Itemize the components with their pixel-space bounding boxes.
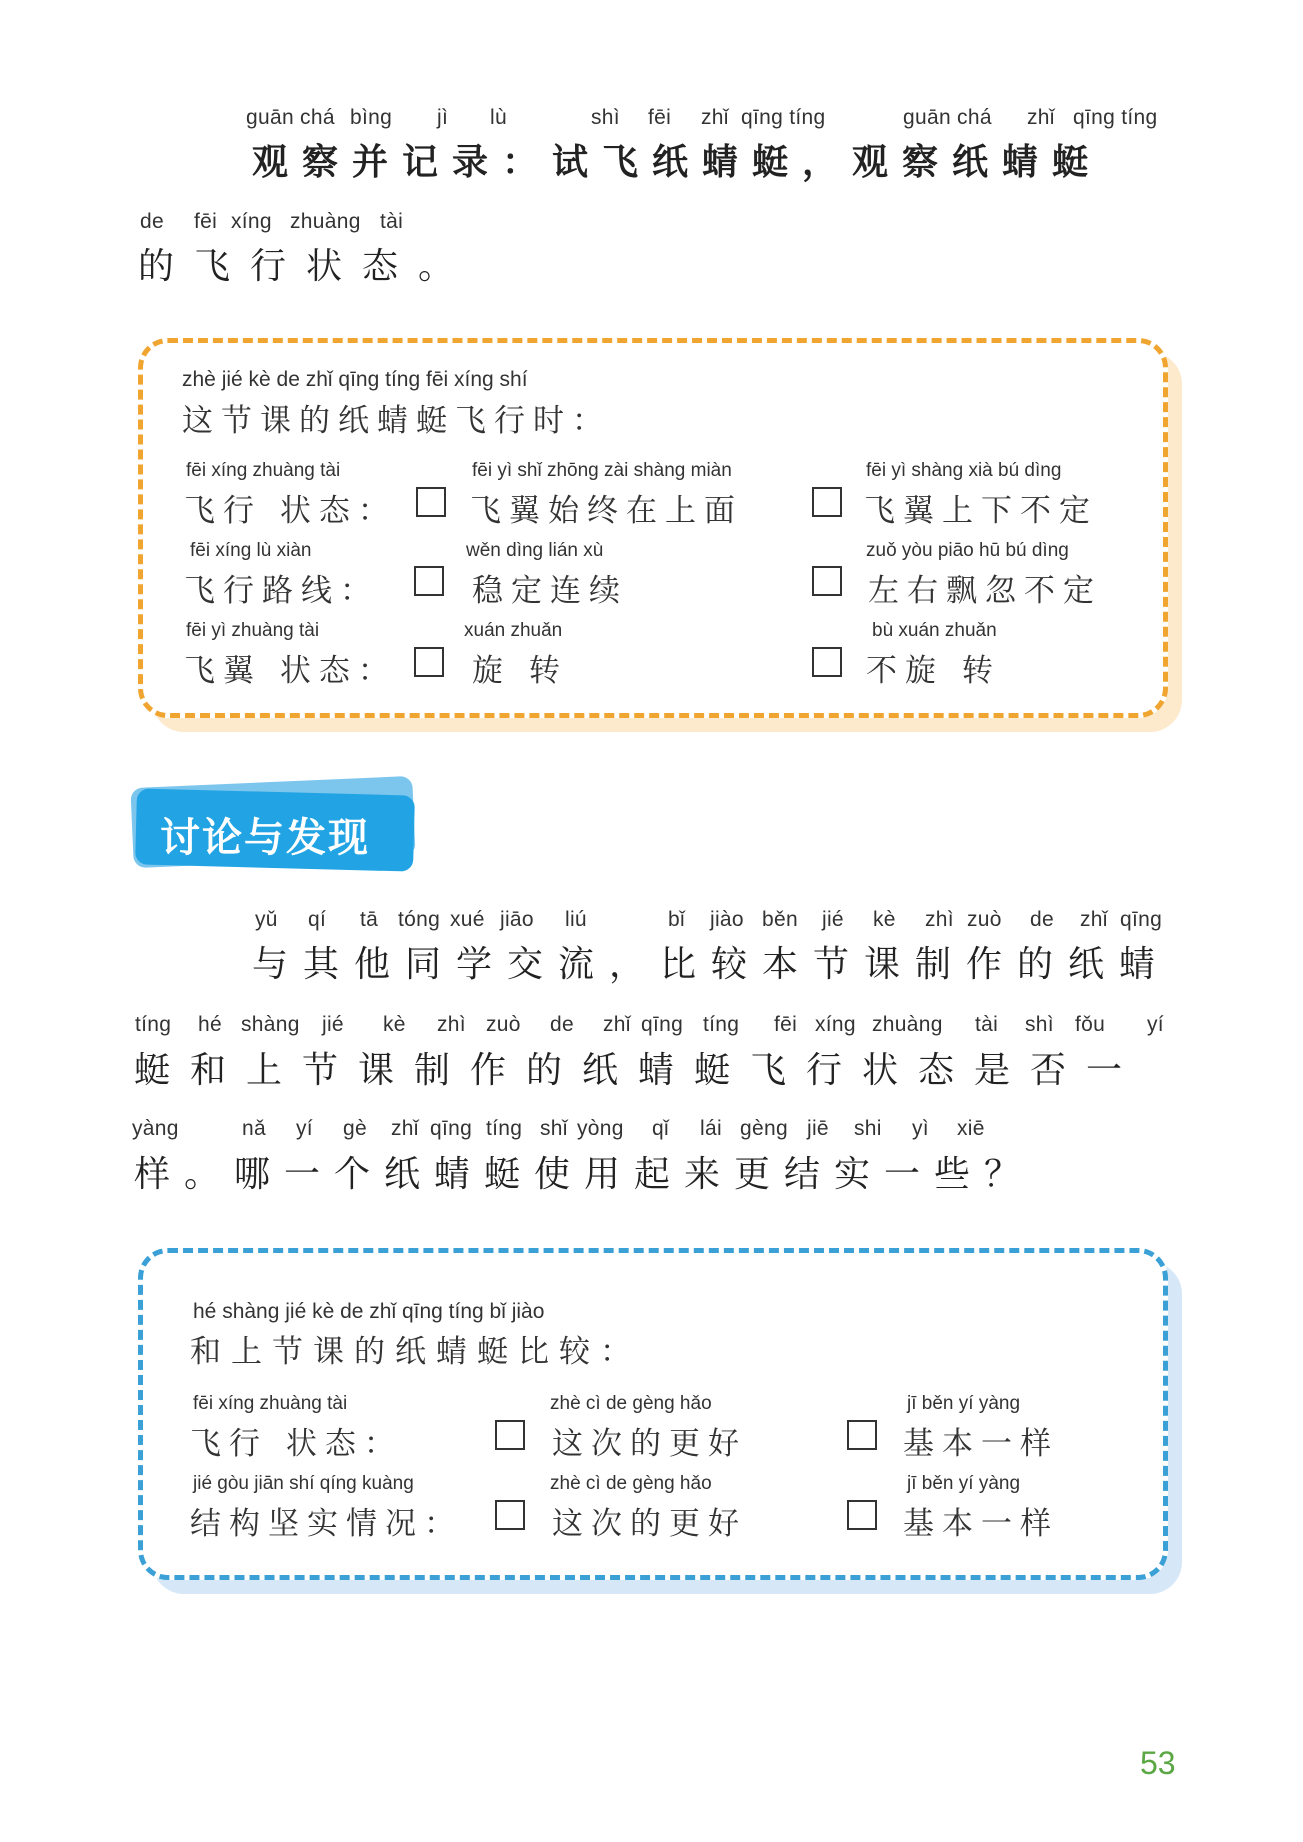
box1-title-pinyin: zhè jié kè de zhǐ qīng tíng fēi xíng shí <box>182 368 528 391</box>
pinyin: yàng <box>132 1117 179 1140</box>
pinyin: de <box>140 210 164 233</box>
pinyin: tíng <box>135 1013 172 1036</box>
checkbox[interactable] <box>812 487 842 517</box>
pinyin: shì <box>1025 1013 1054 1036</box>
pinyin: tài <box>380 210 404 233</box>
pinyin: jì <box>437 106 449 129</box>
pinyin: tài <box>975 1013 999 1036</box>
intro-text-line2: 的飞行状态。 <box>138 246 475 287</box>
pinyin: běn <box>762 908 798 931</box>
row-label: 飞行 状态： <box>184 493 397 529</box>
pinyin: gèng <box>740 1117 788 1140</box>
pinyin: shi <box>854 1117 882 1140</box>
pinyin: tíng <box>703 1013 740 1036</box>
pinyin: zuò <box>967 908 1002 931</box>
option-pinyin: jī běn yí yàng <box>907 1393 1021 1414</box>
option-pinyin: jī běn yí yàng <box>907 1473 1021 1494</box>
discussion-text-line1: 与其他同学交流，比较本节课制作的纸蜻 <box>252 944 1171 985</box>
discussion-text-line2: 蜓和上节课制作的纸蜻蜓飞行状态是否一 <box>134 1050 1143 1091</box>
checkbox[interactable] <box>414 647 444 677</box>
pinyin: zhǐ <box>603 1013 631 1036</box>
pinyin: jié <box>822 908 844 931</box>
option-pinyin: fēi yì shàng xià bú dìng <box>866 460 1062 481</box>
pinyin: zhuàng <box>290 210 361 233</box>
pinyin: tóng <box>398 908 441 931</box>
row-label-pinyin: jié gòu jiān shí qíng kuàng <box>193 1473 414 1494</box>
pinyin: shǐ <box>540 1117 568 1140</box>
pinyin: bǐ <box>668 908 685 931</box>
pinyin: jié <box>322 1013 344 1036</box>
pinyin: fǒu <box>1075 1013 1106 1036</box>
pinyin: nǎ <box>242 1117 266 1140</box>
checkbox[interactable] <box>847 1420 877 1450</box>
row-label-pinyin: fēi yì zhuàng tài <box>186 620 320 641</box>
box2-title: 和上节课的纸蜻蜓比较： <box>190 1334 641 1370</box>
box2-title-pinyin: hé shàng jié kè de zhǐ qīng tíng bǐ jiào <box>193 1300 545 1323</box>
pinyin: qīng tíng <box>1073 106 1158 129</box>
pinyin: tíng <box>486 1117 523 1140</box>
pinyin: kè <box>873 908 896 931</box>
option-pinyin: wěn dìng lián xù <box>466 540 604 561</box>
row-label: 飞翼 状态： <box>184 653 397 689</box>
pinyin: yǔ <box>255 908 278 931</box>
pinyin: yì <box>912 1117 929 1140</box>
checkbox[interactable] <box>495 1420 525 1450</box>
pinyin: qīng <box>1120 908 1163 931</box>
pinyin: xíng <box>231 210 272 233</box>
pinyin: de <box>550 1013 574 1036</box>
pinyin: zhǐ <box>391 1117 419 1140</box>
pinyin: qí <box>308 908 327 931</box>
row-label: 飞行路线： <box>184 573 379 609</box>
pinyin: zhì <box>437 1013 466 1036</box>
pinyin: qǐ <box>652 1117 669 1140</box>
pinyin: liú <box>565 908 587 931</box>
row-label-pinyin: fēi xíng zhuàng tài <box>186 460 341 481</box>
pinyin: jiē <box>807 1117 829 1140</box>
pinyin: guān chá <box>246 106 335 129</box>
pinyin: zhuàng <box>872 1013 943 1036</box>
pinyin: xíng <box>815 1013 856 1036</box>
pinyin: lái <box>700 1117 722 1140</box>
option-pinyin: zhè cì de gèng hǎo <box>550 1393 712 1414</box>
option-label: 基本一样 <box>903 1426 1059 1462</box>
pinyin: shì <box>591 106 620 129</box>
option-label: 飞翼上下不定 <box>864 493 1098 529</box>
option-label: 旋 转 <box>472 653 568 689</box>
pinyin: xué <box>450 908 485 931</box>
pinyin: qīng <box>641 1013 684 1036</box>
checkbox[interactable] <box>812 566 842 596</box>
checkbox[interactable] <box>495 1500 525 1530</box>
checkbox[interactable] <box>847 1500 877 1530</box>
pinyin: jiào <box>710 908 744 931</box>
pinyin: tā <box>360 908 379 931</box>
row-label-pinyin: fēi xíng lù xiàn <box>190 540 312 561</box>
pinyin: fēi <box>194 210 218 233</box>
option-label: 飞翼始终在上面 <box>470 493 743 529</box>
pinyin: zuò <box>486 1013 521 1036</box>
pinyin: fēi <box>774 1013 798 1036</box>
discussion-text-line3: 样。哪一个纸蜻蜓使用起来更结实一些？ <box>134 1154 1035 1195</box>
option-pinyin: xuán zhuǎn <box>464 620 563 641</box>
pinyin: kè <box>383 1013 406 1036</box>
option-label: 稳定连续 <box>472 573 628 609</box>
pinyin: guān chá <box>903 106 992 129</box>
box1-title: 这节课的纸蜻蜓飞行时： <box>182 403 611 439</box>
pinyin: zhì <box>925 908 954 931</box>
option-label: 这次的更好 <box>552 1506 747 1542</box>
section-banner-label: 讨论与发现 <box>160 815 370 861</box>
checkbox[interactable] <box>416 487 446 517</box>
option-label: 这次的更好 <box>552 1426 747 1462</box>
checkbox[interactable] <box>812 647 842 677</box>
intro-text-line1: 观察并记录：试飞纸蜻蜓，观察纸蜻蜓 <box>252 141 1103 183</box>
option-label: 基本一样 <box>903 1506 1059 1542</box>
pinyin: yí <box>1147 1013 1164 1036</box>
option-label: 不旋 转 <box>866 653 1001 689</box>
pinyin: fēi <box>648 106 672 129</box>
pinyin: de <box>1030 908 1054 931</box>
pinyin: gè <box>343 1117 367 1140</box>
pinyin: bìng <box>350 106 393 129</box>
pinyin: hé <box>198 1013 222 1036</box>
pinyin: zhǐ <box>1027 106 1055 129</box>
row-label: 结构坚实情况： <box>190 1506 463 1542</box>
option-pinyin: zuǒ yòu piāo hū bú dìng <box>866 540 1069 561</box>
row-label-pinyin: fēi xíng zhuàng tài <box>193 1393 348 1414</box>
pinyin: xiē <box>957 1117 985 1140</box>
option-pinyin: fēi yì shǐ zhōng zài shàng miàn <box>472 460 732 481</box>
pinyin: jiāo <box>500 908 534 931</box>
pinyin: zhǐ <box>701 106 729 129</box>
pinyin: qīng <box>430 1117 473 1140</box>
page-number: 53 <box>1140 1745 1176 1781</box>
option-label: 左右飘忽不定 <box>868 573 1102 609</box>
option-pinyin: zhè cì de gèng hǎo <box>550 1473 712 1494</box>
pinyin: zhǐ <box>1080 908 1108 931</box>
pinyin: yí <box>296 1117 313 1140</box>
checkbox[interactable] <box>414 566 444 596</box>
pinyin: yòng <box>577 1117 624 1140</box>
option-pinyin: bù xuán zhuǎn <box>872 620 997 641</box>
row-label: 飞行 状态： <box>190 1426 403 1462</box>
pinyin: lù <box>490 106 507 129</box>
pinyin: shàng <box>241 1013 300 1036</box>
pinyin: qīng tíng <box>741 106 826 129</box>
